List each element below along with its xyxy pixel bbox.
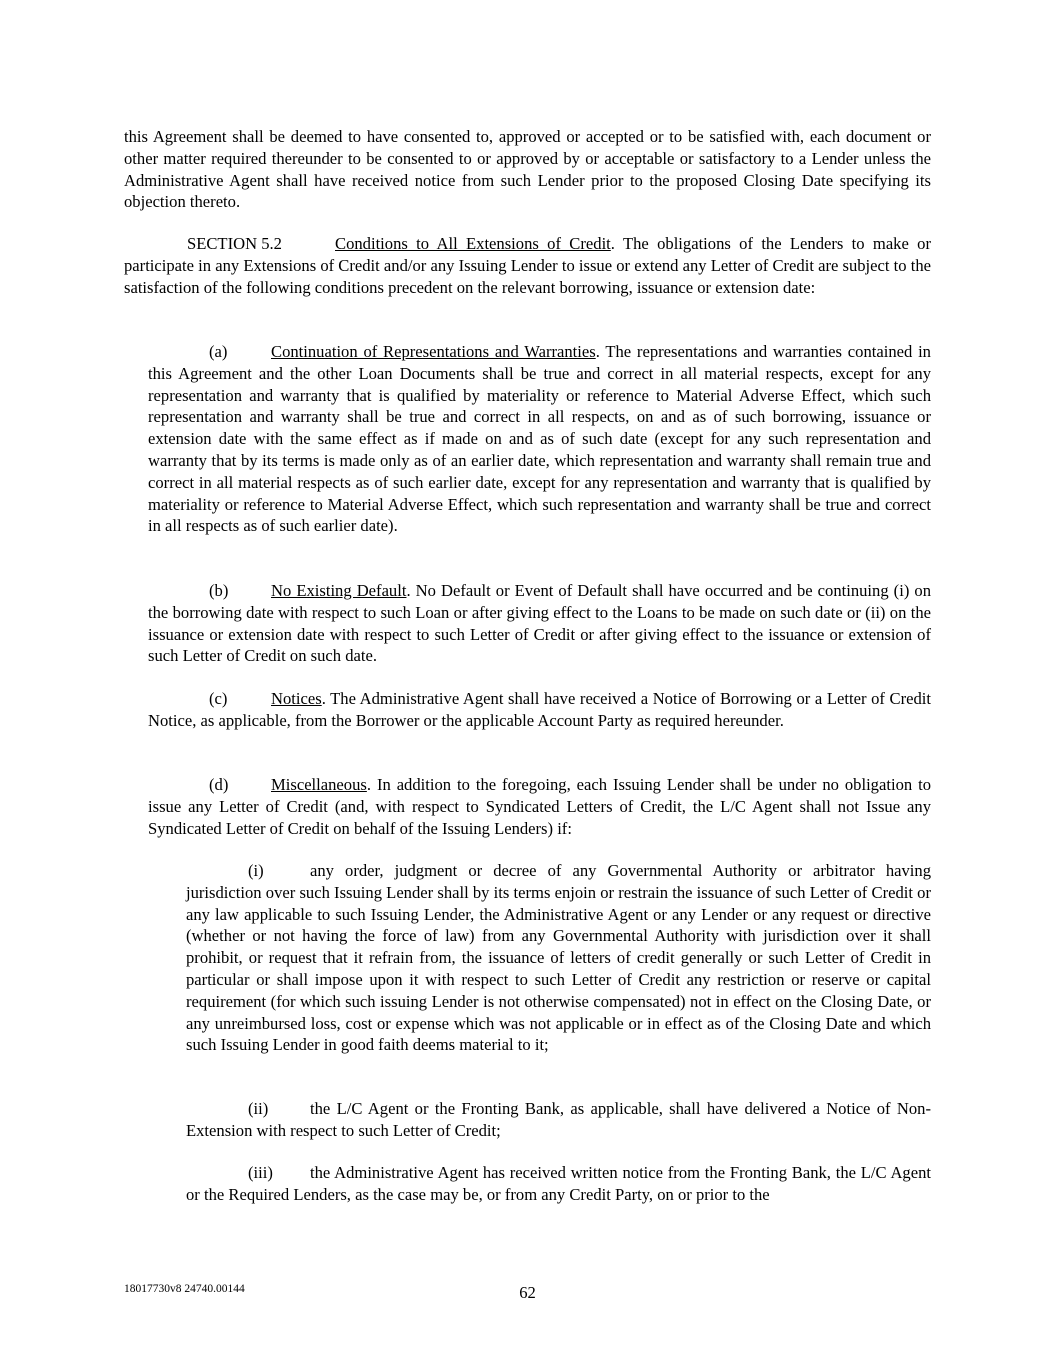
section-5-2-paragraph	[124, 233, 931, 298]
clause-d	[148, 774, 931, 839]
clause-heading: Notices	[271, 689, 322, 708]
clause-label: (c)	[209, 689, 228, 708]
item-body: any order, judgment or decree of any Governmental Authority or arbitrator having jurisdiction over such Issuing Lender shall by its terms enjoin or restrain the issuance of such Letter of Credit or any law applicable to such Issuing Lender, the Administrative Agent or any Lender or any request or directive (whether or not having the force of law) from any Governmental Authority with jurisdiction over it shall prohibit, or request that it refrain from, the issuance of letters of credit generally or such Letter of Credit in particular or shall impose upon it with respect to such Letter of Credit any restriction or reserve or capital requirement (for which such issuing Lender is not otherwise compensated) not in effect on the Closing Date, or any unreimbursed loss, cost or expense which was not applicable or in effect as of the Closing Date and which such Issuing Lender in good faith deems material to it;	[186, 861, 931, 1055]
clause-c	[148, 688, 931, 732]
clause-heading: Continuation of Representations and Warranties	[271, 342, 596, 361]
item-ii	[186, 1098, 931, 1142]
item-body: the Administrative Agent has received written notice from the Fronting Bank, the L/C Agent or the Required Lenders, as the case may be, or from any Credit Party, on or prior to the	[186, 1163, 931, 1204]
page-number: 62	[519, 1283, 536, 1302]
footer-document-id: 18017730v8 24740.00144	[124, 1283, 245, 1295]
clause-label: (a)	[209, 342, 228, 361]
clause-heading: No Existing Default	[271, 581, 407, 600]
clause-a	[148, 341, 931, 537]
clause-label: (d)	[209, 775, 229, 794]
clause-b	[148, 580, 931, 667]
item-label: (i)	[248, 861, 264, 880]
clause-heading: Miscellaneous	[271, 775, 367, 794]
item-label: (iii)	[248, 1163, 273, 1182]
item-body: the L/C Agent or the Fronting Bank, as applicable, shall have delivered a Notice of Non-Extension with respect to such Letter of Credit;	[186, 1099, 931, 1140]
clause-body: . In addition to the foregoing, each Issuing Lender shall be under no obligation to issue any Letter of Credit (and, with respect to Syndicated Letters of Credit, the L/C Agent shall not Issue any Syndicated Letter of Credit on behalf of the Issuing Lenders) if:	[148, 775, 931, 838]
clause-label: (b)	[209, 581, 229, 600]
item-label: (ii)	[248, 1099, 269, 1118]
item-i	[186, 860, 931, 1056]
section-number: SECTION 5.2	[187, 234, 282, 253]
item-iii	[186, 1162, 931, 1206]
intro-paragraph: this Agreement shall be deemed to have consented to, approved or accepted or to be satisfied with, each document or other matter required thereunder to be consented to or approved by or acceptable or satisfactory to a Lender unless the Administrative Agent shall have received notice from such Lender prior to the proposed Closing Date specifying its objection thereto.	[124, 127, 931, 212]
clause-body: . The Administrative Agent shall have received a Notice of Borrowing or a Letter of Credit Notice, as applicable, from the Borrower or the applicable Account Party as required hereunder.	[148, 689, 931, 730]
clause-body: . No Default or Event of Default shall have occurred and be continuing (i) on the borrowing date with respect to such Loan or after giving effect to the Loans to be made on such date or (ii) on the issuance or extension date with respect to such Letter of Credit or after giving effect to the issuance or extension of such Letter of Credit on such date.	[148, 581, 931, 666]
section-body: . The obligations of the Lenders to make or participate in any Extensions of Credit and/or any Issuing Lender to issue or extend any Letter of Credit are subject to the satisfaction of the following conditions precedent on the relevant borrowing, issuance or extension date:	[124, 234, 931, 297]
clause-body: . The representations and warranties contained in this Agreement and the other Loan Documents shall be true and correct in all material respects, except for any representation and warranty that is qualified by materiality or reference to Material Adverse Effect, which such representation and warranty shall be true and correct in all respects, on and as of such borrowing, issuance or extension date with the same effect as if made on and as of such date (except for any such representation and warranty that by its terms is made only as of an earlier date, which representation and warranty shall remain true and correct in all material respects as of such earlier date, except for any representation and warranty that is qualified by materiality or reference to Material Adverse Effect, which such representation and warranty shall be true and correct in all respects as of such earlier date).	[148, 342, 931, 536]
section-heading: Conditions to All Extensions of Credit	[335, 234, 611, 253]
